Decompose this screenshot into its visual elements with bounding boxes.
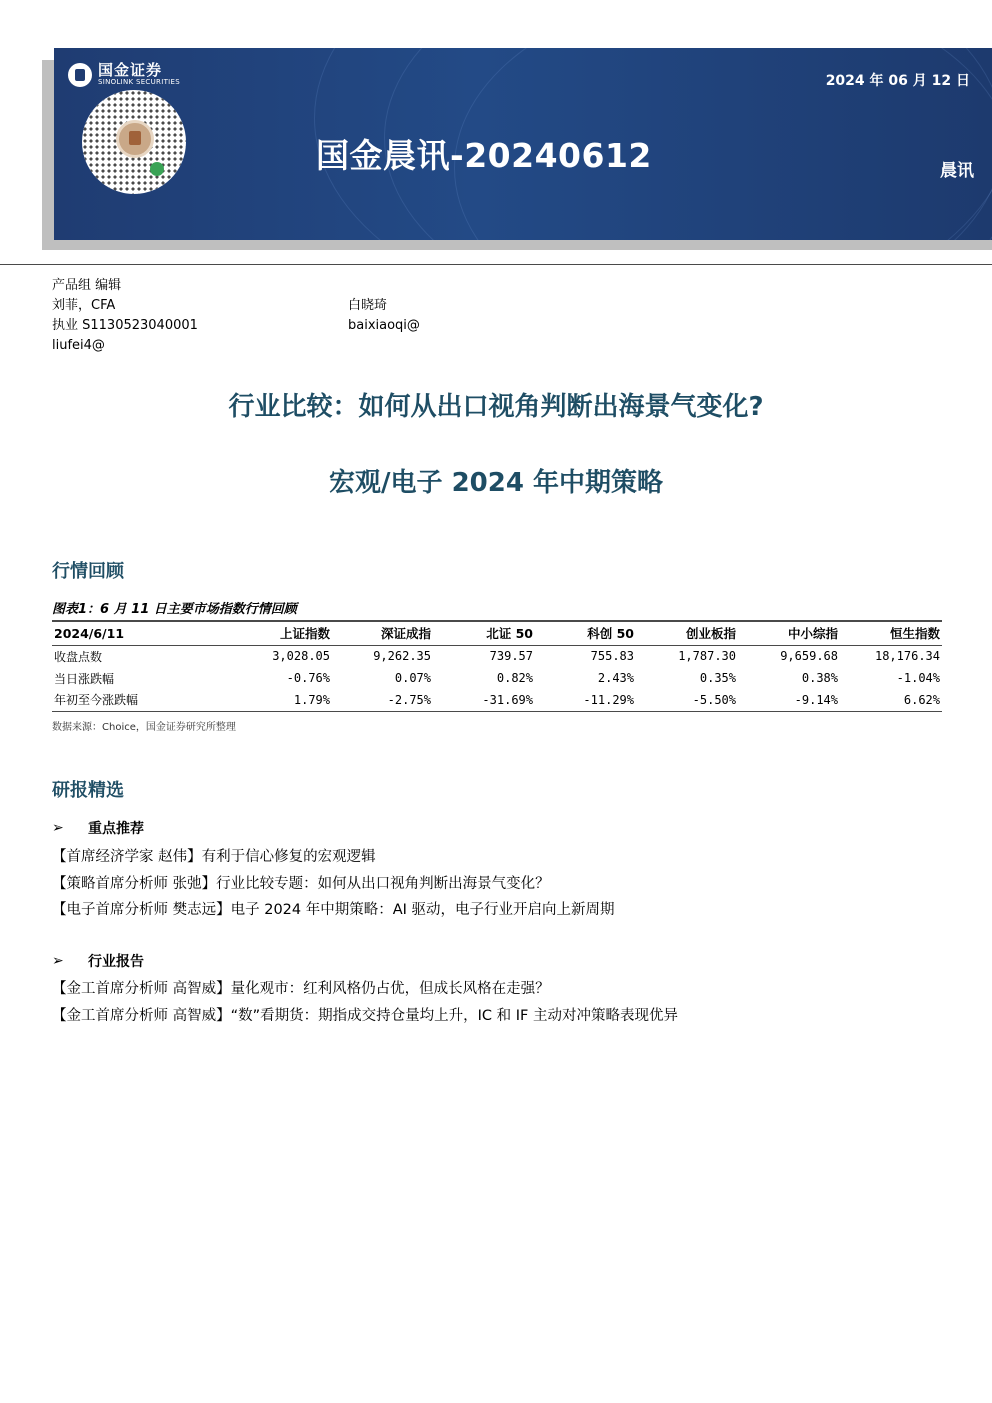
author2-email[interactable]: baixiaoqi@ <box>348 318 420 333</box>
table-header-cell: 恒生指数 <box>840 621 942 645</box>
brand-logo-icon <box>68 63 92 87</box>
qr-center-logo-icon <box>116 120 154 158</box>
table-cell: 1,787.30 <box>678 649 736 664</box>
subsection-label: 行业报告 <box>88 954 144 970</box>
subsection-industry-reports <box>52 951 144 971</box>
report-category: 晨讯 <box>940 161 974 181</box>
author1-name: 刘菲，CFA <box>52 298 116 313</box>
chevron-right-icon: ➢ <box>52 953 64 969</box>
report-date: 2024 年 06 月 12 日 <box>825 73 970 89</box>
table-cell: 0.07% <box>394 671 431 685</box>
author-block <box>52 276 198 356</box>
report-link[interactable]: 【策略首席分析师 张弛】行业比较专题：如何从出口视角判断出海景气变化？ <box>52 876 550 892</box>
table-cell: -5.50% <box>636 689 738 711</box>
wechat-badge-icon <box>150 162 164 176</box>
table-cell: 3,028.05 <box>272 649 330 664</box>
table-cell: -2.75% <box>332 689 433 711</box>
figure-caption: 图表1：6 月 11 日主要市场指数行情回顾 <box>52 602 297 617</box>
table-cell: -31.69% <box>433 689 535 711</box>
table-header-cell: 中小综指 <box>738 621 840 645</box>
table-cell: -1.04% <box>896 671 940 685</box>
market-index-table <box>52 620 942 712</box>
table-cell: 2.43% <box>597 671 634 685</box>
table-cell: 9,262.35 <box>373 649 431 664</box>
table-cell: 当日涨跌幅 <box>54 671 115 686</box>
report-link[interactable]: 【电子首席分析师 樊志远】电子 2024 年中期策略：AI 驱动，电子行业开启向上新周期 <box>52 902 615 918</box>
table-cell: 收盘点数 <box>54 649 103 664</box>
author2-block <box>348 296 420 336</box>
report-title: 国金晨讯-20240612 <box>316 136 652 175</box>
brand-name-cn: 国金证券 <box>98 61 163 79</box>
headline-primary: 行业比较：如何从出口视角判断出海景气变化? <box>228 392 764 422</box>
chevron-right-icon: ➢ <box>52 820 64 836</box>
editor-group: 产品组 编辑 <box>52 278 122 293</box>
headline-secondary: 宏观/电子 2024 年中期策略 <box>329 468 663 498</box>
subsection-key-recommendations <box>52 818 144 838</box>
table-cell: -11.29% <box>535 689 636 711</box>
table-row <box>52 667 942 689</box>
table-cell: 9,659.68 <box>780 649 838 664</box>
table-cell: 6.62% <box>840 689 942 711</box>
table-header-cell: 北证 50 <box>433 621 535 645</box>
table-header-cell: 2024/6/11 <box>52 621 212 645</box>
subsection-label: 重点推荐 <box>88 821 144 837</box>
section-title-market: 行情回顾 <box>52 561 124 582</box>
data-source-note: 数据来源：Choice，国金证券研究所整理 <box>52 722 236 733</box>
table-cell: 0.35% <box>699 671 736 685</box>
section-title-reports: 研报精选 <box>52 780 124 801</box>
table-header-row <box>52 621 942 645</box>
table-header-cell: 上证指数 <box>212 621 332 645</box>
table-cell: 年初至今涨跌幅 <box>52 689 212 711</box>
table-header-cell: 深证成指 <box>332 621 433 645</box>
author2-name: 白晓琦 <box>348 298 388 313</box>
table-cell: 1.79% <box>212 689 332 711</box>
table-cell: 0.82% <box>496 671 533 685</box>
header-divider <box>0 264 992 265</box>
mini-program-qr-code[interactable] <box>82 90 186 194</box>
table-cell: 755.83 <box>590 649 634 664</box>
brand-logo <box>68 62 180 87</box>
report-link[interactable]: 【金工首席分析师 高智威】量化观市：红利风格仍占优，但成长风格在走强？ <box>52 981 550 997</box>
table-row <box>52 689 942 711</box>
table-cell: 739.57 <box>489 649 533 664</box>
table-cell: 18,176.34 <box>874 649 940 664</box>
table-cell: -0.76% <box>286 671 330 685</box>
table-cell: -9.14% <box>738 689 840 711</box>
table-cell: 0.38% <box>801 671 838 685</box>
report-link[interactable]: 【首席经济学家 赵伟】有利于信心修复的宏观逻辑 <box>52 849 376 865</box>
table-header-cell: 科创 50 <box>535 621 636 645</box>
brand-name-en: SINOLINK SECURITIES <box>98 78 180 86</box>
report-link[interactable]: 【金工首席分析师 高智威】“数”看期货：期指成交持仓量均上升，IC 和 IF 主动对冲策略表现优异 <box>52 1008 678 1024</box>
table-header-cell: 创业板指 <box>636 621 738 645</box>
author1-license: 执业 S1130523040001 <box>52 318 198 333</box>
author1-email[interactable]: liufei4@ <box>52 338 105 353</box>
table-row <box>52 645 942 667</box>
